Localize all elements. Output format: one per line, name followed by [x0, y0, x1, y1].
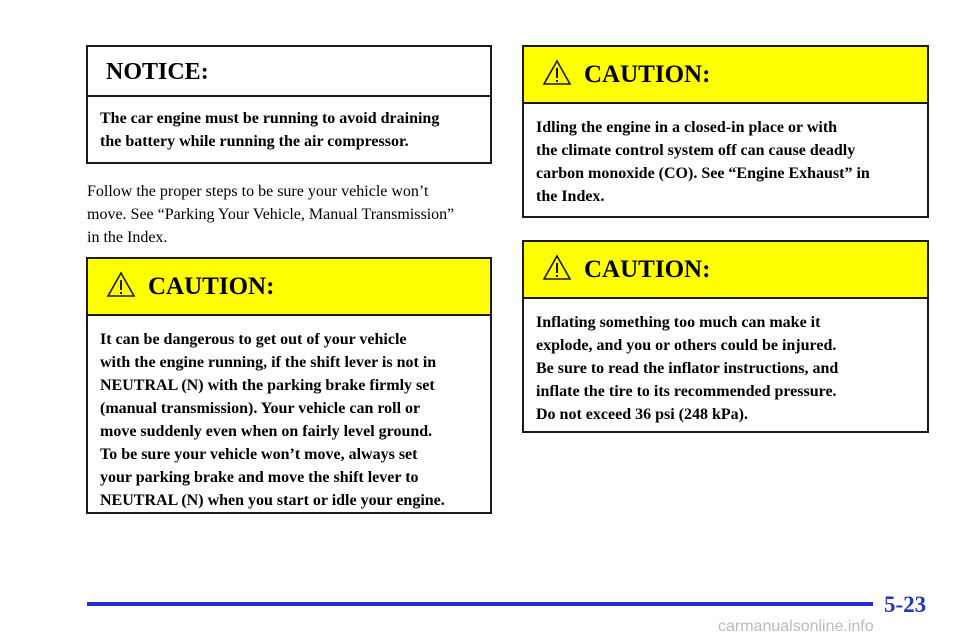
body-paragraph: [87, 180, 497, 249]
paragraph-line: in the Index.: [87, 229, 168, 246]
caution-header: [88, 259, 490, 316]
caution-line: inflate the tire to its recommended pressure.: [536, 383, 837, 400]
warning-triangle-icon: [542, 59, 572, 86]
caution-line: Be sure to read the inflator instructions, and: [536, 360, 839, 377]
caution-line: the climate control system off can cause deadly: [536, 142, 856, 159]
caution-title: CAUTION:: [584, 256, 711, 283]
caution-line: Inflating something too much can make it: [536, 314, 821, 331]
notice-box: [86, 45, 492, 164]
caution-line: (manual transmission). Your vehicle can roll or: [100, 400, 421, 417]
caution-line: NEUTRAL (N) when you start or idle your engine.: [100, 492, 445, 509]
watermark: carmanualsonline.info: [718, 618, 874, 635]
caution-line: the Index.: [536, 188, 605, 205]
notice-body: [88, 97, 490, 153]
caution-line: carbon monoxide (CO). See “Engine Exhaust” in: [536, 165, 870, 182]
caution-line: with the engine running, if the shift lever is not in: [100, 354, 437, 371]
caution-line: To be sure your vehicle won’t move, always set: [100, 446, 418, 463]
caution-line: Do not exceed 36 psi (248 kPa).: [536, 406, 748, 423]
warning-triangle-icon: [542, 254, 572, 281]
caution-line: explode, and you or others could be injured.: [536, 337, 837, 354]
caution-body: [524, 299, 927, 426]
caution-body: [88, 316, 490, 512]
caution-title: CAUTION:: [148, 273, 275, 300]
warning-triangle-icon: [106, 271, 136, 298]
caution-box-inflator: [522, 240, 929, 433]
caution-header: [524, 242, 927, 299]
paragraph-line: Follow the proper steps to be sure your vehicle won’t: [87, 183, 429, 200]
caution-box-carbon-monoxide: [522, 45, 929, 218]
caution-title: CAUTION:: [584, 61, 711, 88]
notice-header: [88, 47, 490, 97]
page-number: 5-23: [884, 592, 927, 617]
caution-line: your parking brake and move the shift lever to: [100, 469, 419, 486]
caution-line: NEUTRAL (N) with the parking brake firmly set: [100, 377, 435, 394]
notice-title: NOTICE:: [106, 59, 209, 85]
paragraph-line: move. See “Parking Your Vehicle, Manual Transmission”: [87, 206, 455, 223]
caution-body: [524, 104, 927, 208]
notice-line: the battery while running the air compressor.: [100, 133, 409, 150]
caution-line: Idling the engine in a closed-in place or with: [536, 119, 838, 136]
caution-line: move suddenly even when on fairly level ground.: [100, 423, 433, 440]
caution-header: [524, 47, 927, 104]
footer-rule: [87, 602, 873, 606]
caution-box-shift-lever: [86, 257, 492, 514]
caution-line: It can be dangerous to get out of your vehicle: [100, 331, 407, 348]
notice-line: The car engine must be running to avoid draining: [100, 110, 440, 127]
